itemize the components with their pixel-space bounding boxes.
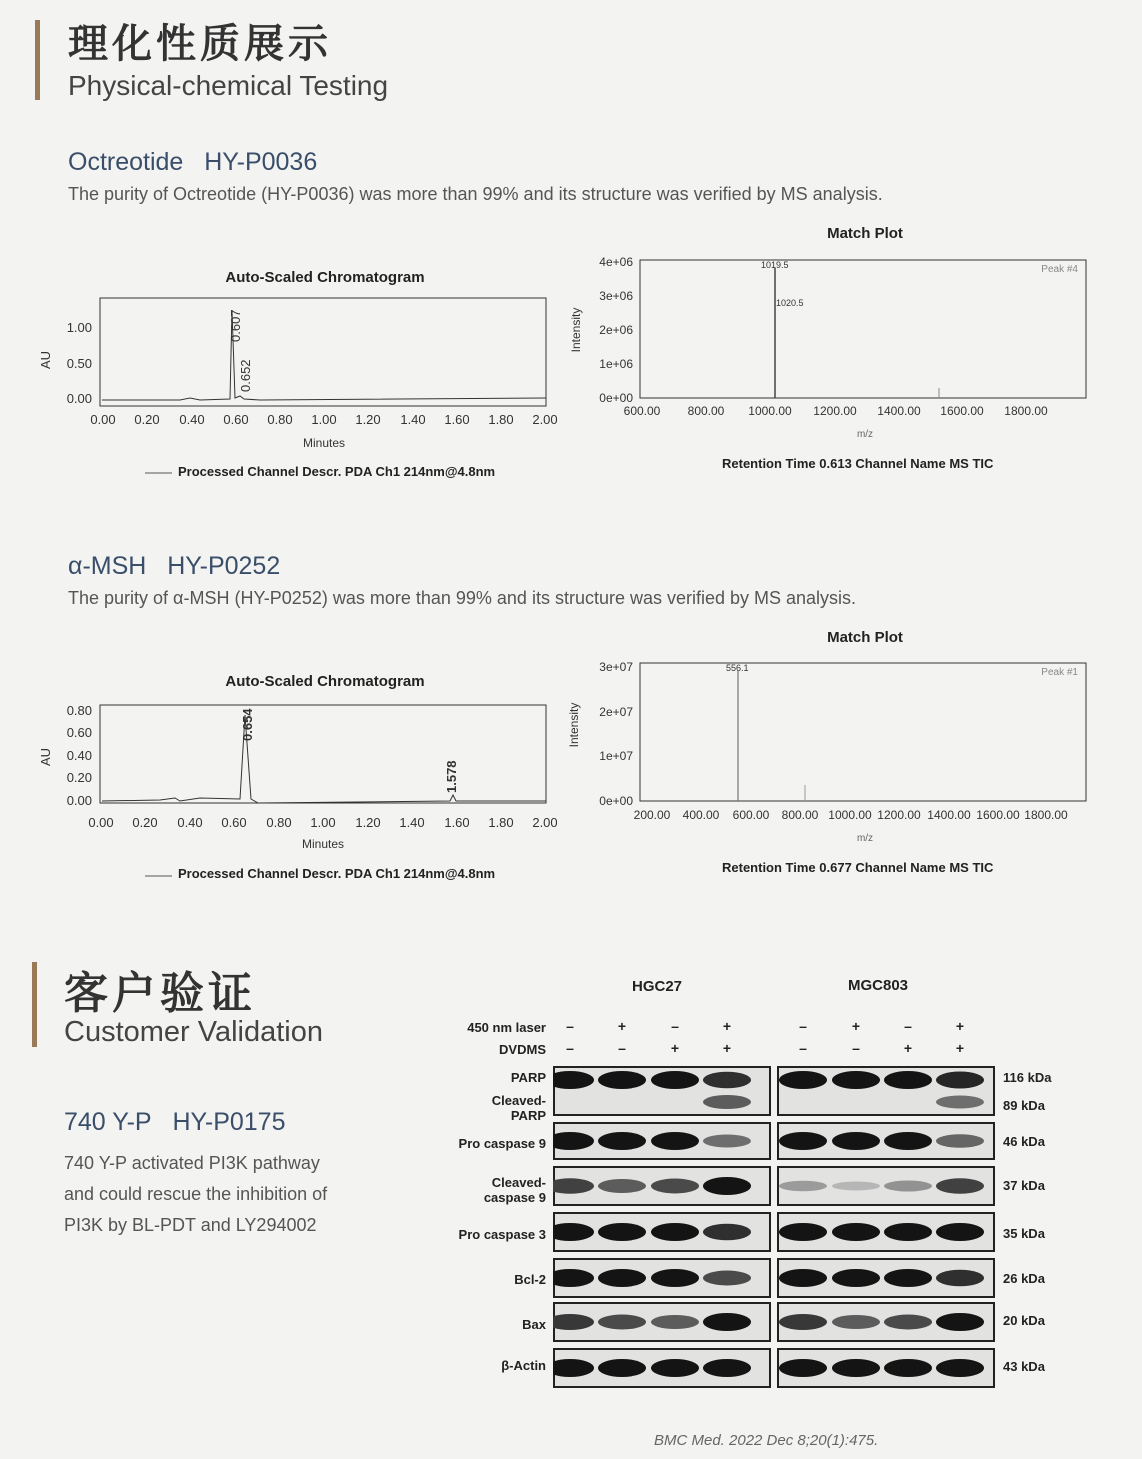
blot-band [884,1071,932,1089]
description-line: and could rescue the inhibition of [64,1184,328,1204]
x-axis-label: Minutes [301,837,345,851]
peak-label: 1.578 [444,760,459,793]
blot-band [703,1313,751,1331]
x-tick-label: 1.40 [399,815,425,830]
molecular-weight-label: 89 kDa [1003,1098,1045,1113]
x-tick-label: 1.20 [355,412,381,427]
blot-band [884,1269,932,1287]
section-accent-bar [32,962,37,1047]
y-tick-label: 0e+00 [599,391,633,405]
molecular-weight-label: 43 kDa [1003,1359,1045,1374]
condition-sign: + [903,1040,913,1056]
molecular-weight-label: 116 kDa [1003,1070,1052,1085]
x-axis-label: Minutes [302,436,346,450]
x-tick-label: 1400.00 [877,404,921,418]
chromatogram-chart [30,695,560,885]
cell-line-label: MGC803 [848,977,909,994]
x-tick-label: 1.60 [444,412,470,427]
x-tick-label: 1.40 [400,412,426,427]
product-code: HY-P0175 [172,1108,286,1136]
blot-panel [553,1302,771,1342]
chromatogram-title: Auto-Scaled Chromatogram [225,673,425,690]
blot-panel [777,1066,995,1116]
condition-sign: + [851,1018,861,1034]
blot-band [651,1315,699,1329]
condition-sign: – [852,1040,860,1056]
y-axis-label: Intensity [567,702,581,748]
blot-band [936,1096,984,1109]
blot-band [832,1132,880,1150]
product-code: HY-P0036 [204,148,318,176]
x-tick-label: 400.00 [682,808,720,822]
x-tick-label: 200.00 [633,808,671,822]
blot-panel [777,1348,995,1388]
blot-band [884,1315,932,1330]
x-tick-label: 600.00 [623,404,661,418]
x-tick-label: 1.60 [444,815,470,830]
chromatogram-trace [102,715,546,803]
blot-band [884,1359,932,1377]
peak-label: 0.654 [240,708,255,741]
condition-label: DVDMS [499,1042,546,1057]
ms-title: Match Plot [827,629,903,646]
blot-band [651,1223,699,1241]
x-tick-label: 1600.00 [976,808,1020,822]
blot-band [651,1359,699,1377]
x-tick-label: 0.00 [90,412,116,427]
condition-sign: + [955,1040,965,1056]
x-tick-label: 800.00 [781,808,819,822]
y-tick-label: 2e+06 [599,323,633,337]
peak-label: 1020.5 [776,298,804,308]
product-description: The purity of α-MSH (HY-P0252) was more than 99% and its structure was verified by MS analysis. [68,588,857,608]
protein-label: Pro caspase 9 [458,1136,546,1151]
blot-band [651,1179,699,1194]
peak-tag: Peak #1 [1041,667,1078,678]
product-title [68,148,317,177]
blot-band [703,1072,751,1089]
x-tick-label: 0.60 [221,815,247,830]
x-tick-label: 0.00 [88,815,114,830]
ms-title: Match Plot [827,225,903,242]
product-code: HY-P0252 [167,552,281,580]
blot-band [553,1071,594,1089]
blot-panel [553,1166,771,1206]
y-tick-label: 1e+06 [599,357,633,371]
description-line: PI3K by BL-PDT and LY294002 [64,1215,317,1235]
chart-legend: Processed Channel Descr. PDA Ch1 214nm@4.8nm [178,464,496,479]
x-tick-label: 1000.00 [748,404,792,418]
y-tick-label: 1e+07 [599,749,633,763]
x-tick-label: 1800.00 [1024,808,1068,822]
condition-sign: + [617,1018,627,1034]
condition-sign: – [799,1018,807,1034]
x-tick-label: 0.60 [223,412,249,427]
blot-panel [553,1122,771,1160]
x-tick-label: 0.20 [134,412,160,427]
ms-match-plot [560,250,1100,450]
blot-panel [553,1258,771,1298]
blot-band [936,1223,984,1241]
peak-label: 0.607 [228,309,243,342]
protein-label: Bax [522,1317,546,1332]
molecular-weight-label: 20 kDa [1003,1313,1045,1328]
protein-label: PARP [510,1070,546,1085]
blot-panel [777,1302,995,1342]
blot-band [703,1359,751,1377]
blot-band [936,1313,984,1331]
blot-band [832,1359,880,1377]
citation: BMC Med. 2022 Dec 8;20(1):475. [654,1432,879,1449]
ms-footer: Retention Time 0.613 Channel Name MS TIC [722,456,994,471]
section-title-en: Physical-chemical Testing [68,70,389,101]
x-tick-label: 0.20 [132,815,158,830]
blot-band [598,1269,646,1287]
blot-band [832,1182,880,1191]
y-tick-label: 0.20 [66,770,92,785]
x-tick-label: 1.80 [488,412,514,427]
blot-band [832,1223,880,1241]
condition-sign: – [799,1040,807,1056]
section-title-zh: 理化性质展示 [68,21,332,67]
blot-panel [777,1258,995,1298]
condition-sign: – [618,1040,626,1056]
blot-band [884,1181,932,1192]
blot-band [598,1223,646,1241]
condition-label: 450 nm laser [467,1020,546,1035]
blot-band [598,1179,646,1193]
description-line: 740 Y-P activated PI3K pathway [64,1153,320,1173]
blot-panel [777,1166,995,1206]
y-tick-label: 0.50 [66,356,92,371]
blot-band [598,1359,646,1377]
x-tick-label: 1200.00 [877,808,921,822]
x-tick-label: 2.00 [532,412,558,427]
ms-footer: Retention Time 0.677 Channel Name MS TIC [722,860,994,875]
blot-band [651,1132,699,1150]
blot-band [703,1177,751,1195]
y-axis-label: Intensity [569,307,583,353]
protein-label: Pro caspase 3 [458,1227,546,1242]
blot-panel [777,1212,995,1252]
blot-band [779,1223,827,1241]
condition-sign: + [722,1018,732,1034]
chart-legend: Processed Channel Descr. PDA Ch1 214nm@4.8nm [178,866,496,881]
blot-band [598,1315,646,1330]
blot-band [936,1359,984,1377]
blot-panel [553,1348,771,1388]
x-tick-label: 1.00 [310,815,336,830]
peak-label: 0.652 [238,359,253,392]
molecular-weight-label: 35 kDa [1003,1226,1045,1241]
blot-band [553,1223,594,1241]
blot-band [936,1270,984,1287]
blot-band [779,1071,827,1089]
blot-band [832,1071,880,1089]
condition-sign: – [566,1018,574,1034]
x-axis-label: m/z [856,833,874,844]
y-tick-label: 0e+00 [599,794,633,808]
x-tick-label: 600.00 [732,808,770,822]
product-description: The purity of Octreotide (HY-P0036) was more than 99% and its structure was verified by MS analysis. [68,184,883,204]
product-title [68,552,280,581]
blot-band [553,1359,594,1377]
x-tick-label: 0.80 [267,412,293,427]
y-tick-label: 3e+07 [599,660,633,674]
blot-band [936,1072,984,1089]
x-axis-label: m/z [856,429,874,440]
section-accent-bar [35,20,40,100]
x-tick-label: 1.00 [311,412,337,427]
x-tick-label: 1800.00 [1004,404,1048,418]
chromatogram-title: Auto-Scaled Chromatogram [225,269,425,286]
protein-label: β-Actin [501,1358,546,1373]
y-tick-label: 0.00 [66,391,92,406]
blot-band [832,1315,880,1329]
y-tick-label: 3e+06 [599,289,633,303]
blot-band [553,1178,594,1194]
blot-band [832,1269,880,1287]
x-tick-label: 1.20 [355,815,381,830]
x-tick-label: 1000.00 [828,808,872,822]
blot-band [779,1359,827,1377]
blot-panel [553,1066,771,1116]
blot-band [779,1314,827,1330]
blot-band [884,1223,932,1241]
peak-tag: Peak #4 [1041,264,1078,275]
blot-band [553,1132,594,1150]
chromatogram-trace [102,310,546,400]
condition-sign: + [955,1018,965,1034]
chromatogram-chart [30,290,560,480]
blot-band [936,1134,984,1148]
x-tick-label: 800.00 [687,404,725,418]
peak-label: 1019.5 [761,260,789,270]
x-tick-label: 1400.00 [927,808,971,822]
blot-band [703,1271,751,1286]
condition-sign: – [904,1018,912,1034]
product-description [64,1148,327,1241]
y-tick-label: 1.00 [66,320,92,335]
blot-band [651,1269,699,1287]
blot-band [779,1132,827,1150]
x-tick-label: 2.00 [532,815,558,830]
blot-band [936,1178,984,1194]
protein-label: Cleaved- caspase 9 [483,1175,546,1205]
blot-band [703,1224,751,1241]
blot-panel [777,1122,995,1160]
x-tick-label: 1600.00 [940,404,984,418]
y-axis-label: AU [38,350,53,370]
cell-line-label: HGC27 [632,978,683,995]
product-title [64,1108,286,1137]
section-title-en: Customer Validation [64,1016,323,1048]
y-tick-label: 0.00 [66,793,92,808]
blot-band [598,1132,646,1150]
condition-sign: + [722,1040,732,1056]
molecular-weight-label: 26 kDa [1003,1271,1045,1286]
y-tick-label: 0.80 [66,703,92,718]
x-tick-label: 0.40 [179,412,205,427]
blot-band [598,1071,646,1089]
molecular-weight-label: 46 kDa [1003,1134,1045,1149]
y-tick-label: 4e+06 [599,255,633,269]
x-tick-label: 0.40 [177,815,203,830]
product-name: Octreotide [68,148,184,176]
peak-label: 556.1 [726,663,749,673]
y-axis-label: AU [38,747,53,767]
blot-band [553,1269,594,1287]
product-name: 740 Y-P [64,1108,152,1136]
condition-sign: – [566,1040,574,1056]
ms-match-plot [560,655,1100,855]
section-title-zh: 客户验证 [64,968,256,1019]
blot-band [553,1314,594,1330]
x-tick-label: 0.80 [266,815,292,830]
protein-label: Bcl-2 [514,1272,546,1287]
product-name: α-MSH [68,552,147,580]
condition-sign: + [670,1040,680,1056]
blot-panel [553,1212,771,1252]
y-tick-label: 2e+07 [599,705,633,719]
condition-sign: – [671,1018,679,1034]
protein-label: Cleaved- PARP [491,1093,546,1123]
blot-band [651,1071,699,1089]
y-tick-label: 0.40 [66,748,92,763]
blot-band [703,1135,751,1148]
y-tick-label: 0.60 [66,725,92,740]
x-tick-label: 1200.00 [813,404,857,418]
blot-band [703,1095,751,1109]
x-tick-label: 1.80 [488,815,514,830]
blot-band [779,1269,827,1287]
molecular-weight-label: 37 kDa [1003,1178,1045,1193]
blot-band [884,1132,932,1150]
blot-band [779,1181,827,1192]
